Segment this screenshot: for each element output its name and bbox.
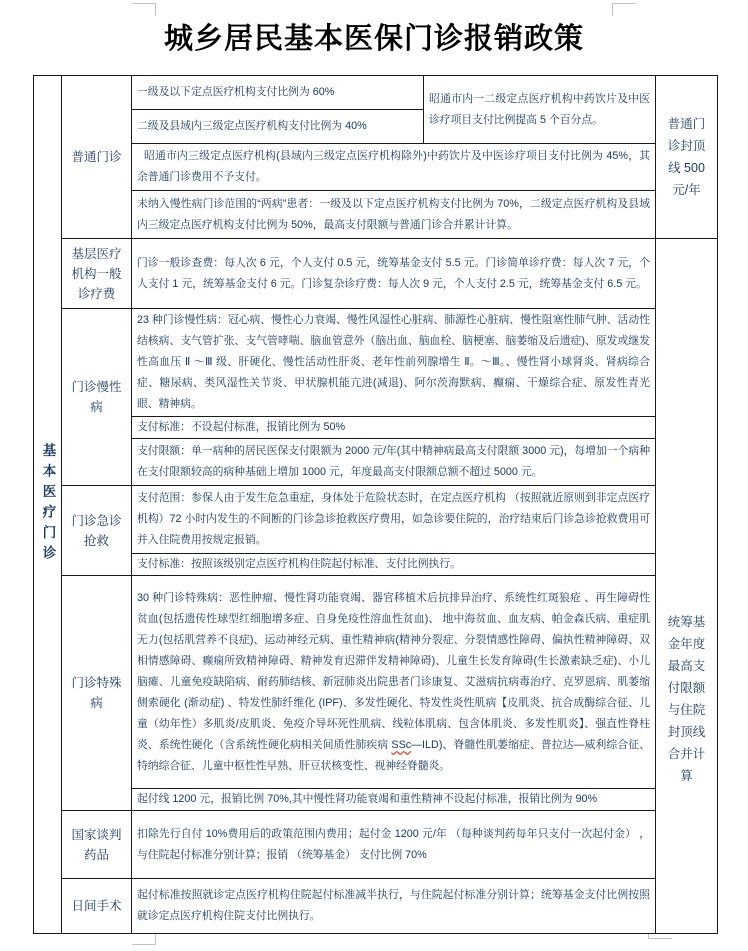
cell-chronic-disease-list: 23 种门诊慢性病：冠心病、慢性心力衰竭、慢性风湿性心脏病、肺源性心脏病、慢性阻塞性肺气肿、活动性结核病、支气管扩张、支气管哮喘、脑血管意外（脑出血、脑血栓、脑梗塞、脑萎缩及后遗症)、原发或继发性高血压 Ⅱ ～Ⅲ 级、肝硬化、慢性活动性肝炎、老年性前列腺增生 Ⅱ。～Ⅲ。、慢性肾小球肾炎、肾病综合症、糖尿病、类风湿性关节炎、甲状腺机能亢进(减退)、阿尔茨海默病、癫痫、干燥综合症、原发性青光眼、精神病。 bbox=[132, 309, 656, 417]
spellcheck-underlined-ssc: SSc bbox=[391, 738, 412, 751]
special-disease-text-part1: 30 种门诊特殊病：恶性肿瘤、慢性肾功能衰竭、器官移植术后抗排异治疗、系统性红斑狼疮 、再生障碍性贫血(包括遗传性球型红细胞增多症、自身免疫性溶血性贫血)、 地中海贫血、血友病、帕金森氏病、重症肌无力(包括肌营养不良症)、运动神经元病、重性精神病(精神分裂症、分裂情感性障碍、偏执性精神障碍、双相情感障碍、癫痫所致精神障碍、精神发育迟滞伴发精神障碍)、儿童生长发育障碍(生长激素缺乏症)、小儿脑瘫、儿童免疫缺陷病、耐药肺结核、新冠肺炎出院患者门诊康复、艾滋病抗病毒治疗、克罗恩病、肌萎缩侧索硬化 (渐动症) 、特发性肺纤维化 (IPF)、多发性硬化、特发性炎性肌病【皮肌炎、抗合成酶综合征、儿童（幼年性）多肌炎/皮肌炎、免疫介导坏死性肌病、线粒体肌病、包含体肌炎、多发性肌炎】、强直性脊柱炎、系统性硬化（含系统性硬化病相关间质性肺疾病 bbox=[137, 591, 650, 751]
row-group-header-text: 基本医疗门诊 bbox=[40, 443, 56, 566]
cell-negotiated-drugs-detail: 扣除先行自付 10%费用后的政策范围内费用；起付金 1200 元/年 （每种谈判药每年只支付一次起付金） ，与住院起付标准分别计算；报销 （统筹基金） 支付比例 70% bbox=[132, 811, 656, 879]
cell-emergency-payment-scope: 支付范围：参保人由于发生危急重症，身体处于危险状态时，在定点医疗机构 （按照就近原则到非定点医疗机构）72 小时内发生的不间断的门诊急诊抢救医疗费用，如急诊要住院的，治疗结束后门诊急诊抢救费用可并入住院费用按规定报销。 bbox=[132, 486, 656, 554]
row-label-general-outpatient: 普通门诊 bbox=[62, 76, 132, 239]
row-label-special-disease: 门诊特殊病 bbox=[62, 576, 132, 811]
note-general-outpatient-cap: 普通门诊封顶线 500 元/年 bbox=[656, 76, 717, 239]
cell-special-payment-standard: 起付线 1200 元，报销比例 70%,其中慢性肾功能衰竭和重性精神不设起付标准，报销比例为 90% bbox=[132, 789, 656, 811]
cell-general-tcm-bonus: 昭通市内一二级定点医疗机构中药饮片及中医诊疗项目支付比例提高 5 个百分点。 bbox=[424, 76, 656, 144]
margin-mark-top-left bbox=[132, 3, 156, 16]
cell-general-two-diseases-rule: 未纳入慢性病门诊范围的“两病”患者：一级及以下定点医疗机构支付比例为 70%，二级定点医疗机构及县域内三级定点医疗机构支付比例为 50%，最高支付限额与普通门诊合并累计计算。 bbox=[132, 191, 656, 239]
row-label-chronic-disease: 门诊慢性病 bbox=[62, 309, 132, 486]
cell-general-tier3-rule: 昭通市内三级定点医疗机构(县域内三级定点医疗机构除外)中药饮片及中医诊疗项目支付比例为 45%，其余普通门诊费用不予支付。 bbox=[132, 144, 656, 191]
margin-mark-top-right bbox=[612, 3, 636, 16]
special-disease-text-part2: —ILD)、脊髓性肌萎缩症、普拉达—威利综合征、特纳综合征、儿童中枢性性早熟、肝豆状核变性、视神经脊髓炎。 bbox=[137, 738, 650, 772]
row-label-day-surgery: 日间手术 bbox=[62, 879, 132, 933]
cell-basic-treatment-fee-detail: 门诊一般诊查费：每人次 6 元，个人支付 0.5 元，统筹基金支付 5.5 元。门诊简单诊疗费：每人次 7 元，个人支付 1 元，统筹基金支付 6 元。门诊复杂诊疗费：每人次 9 元，个人支付 2.5 元，统筹基金支付 6.5 元。 bbox=[132, 239, 656, 309]
row-label-basic-treatment-fee: 基层医疗机构一般诊疗费 bbox=[62, 239, 132, 309]
row-group-header-basic-medical-outpatient bbox=[34, 76, 62, 933]
cell-emergency-payment-standard: 支付标准：按照该级别定点医疗机构住院起付标准、支付比例执行。 bbox=[132, 554, 656, 576]
row-label-emergency-rescue: 门诊急诊抢救 bbox=[62, 486, 132, 576]
cell-chronic-payment-standard: 支付标准：不设起付标准，报销比例为 50% bbox=[132, 417, 656, 439]
cell-special-disease-list bbox=[132, 576, 656, 789]
cell-day-surgery-detail: 起付标准按照就诊定点医疗机构住院起付标准减半执行，与住院起付标准分别计算；统筹基金支付比例按照就诊定点医疗机构住院支付比例执行。 bbox=[132, 879, 656, 933]
cell-general-tier1-ratio: 一级及以下定点医疗机构支付比例为 60% bbox=[132, 76, 424, 110]
page-title: 城乡居民基本医保门诊报销政策 bbox=[163, 23, 584, 55]
cell-chronic-payment-limit: 支付限额：单一病种的居民医保支付限额为 2000 元/年(其中精神病最高支付限额 3000 元)，每增加一个病种在支付限额较高的病种基础上增加 1000 元，年度最高支付限额总额不超过 5000 元。 bbox=[132, 439, 656, 486]
note-pooled-fund-annual-cap: 统筹基金年度最高支付限额与住院封顶线合并计算 bbox=[667, 614, 706, 783]
cell-general-tier2-ratio: 二级及县域内三级定点医疗机构支付比例为 40% bbox=[132, 110, 424, 144]
policy-table bbox=[33, 75, 718, 934]
row-label-negotiated-drugs: 国家谈判药品 bbox=[62, 811, 132, 879]
